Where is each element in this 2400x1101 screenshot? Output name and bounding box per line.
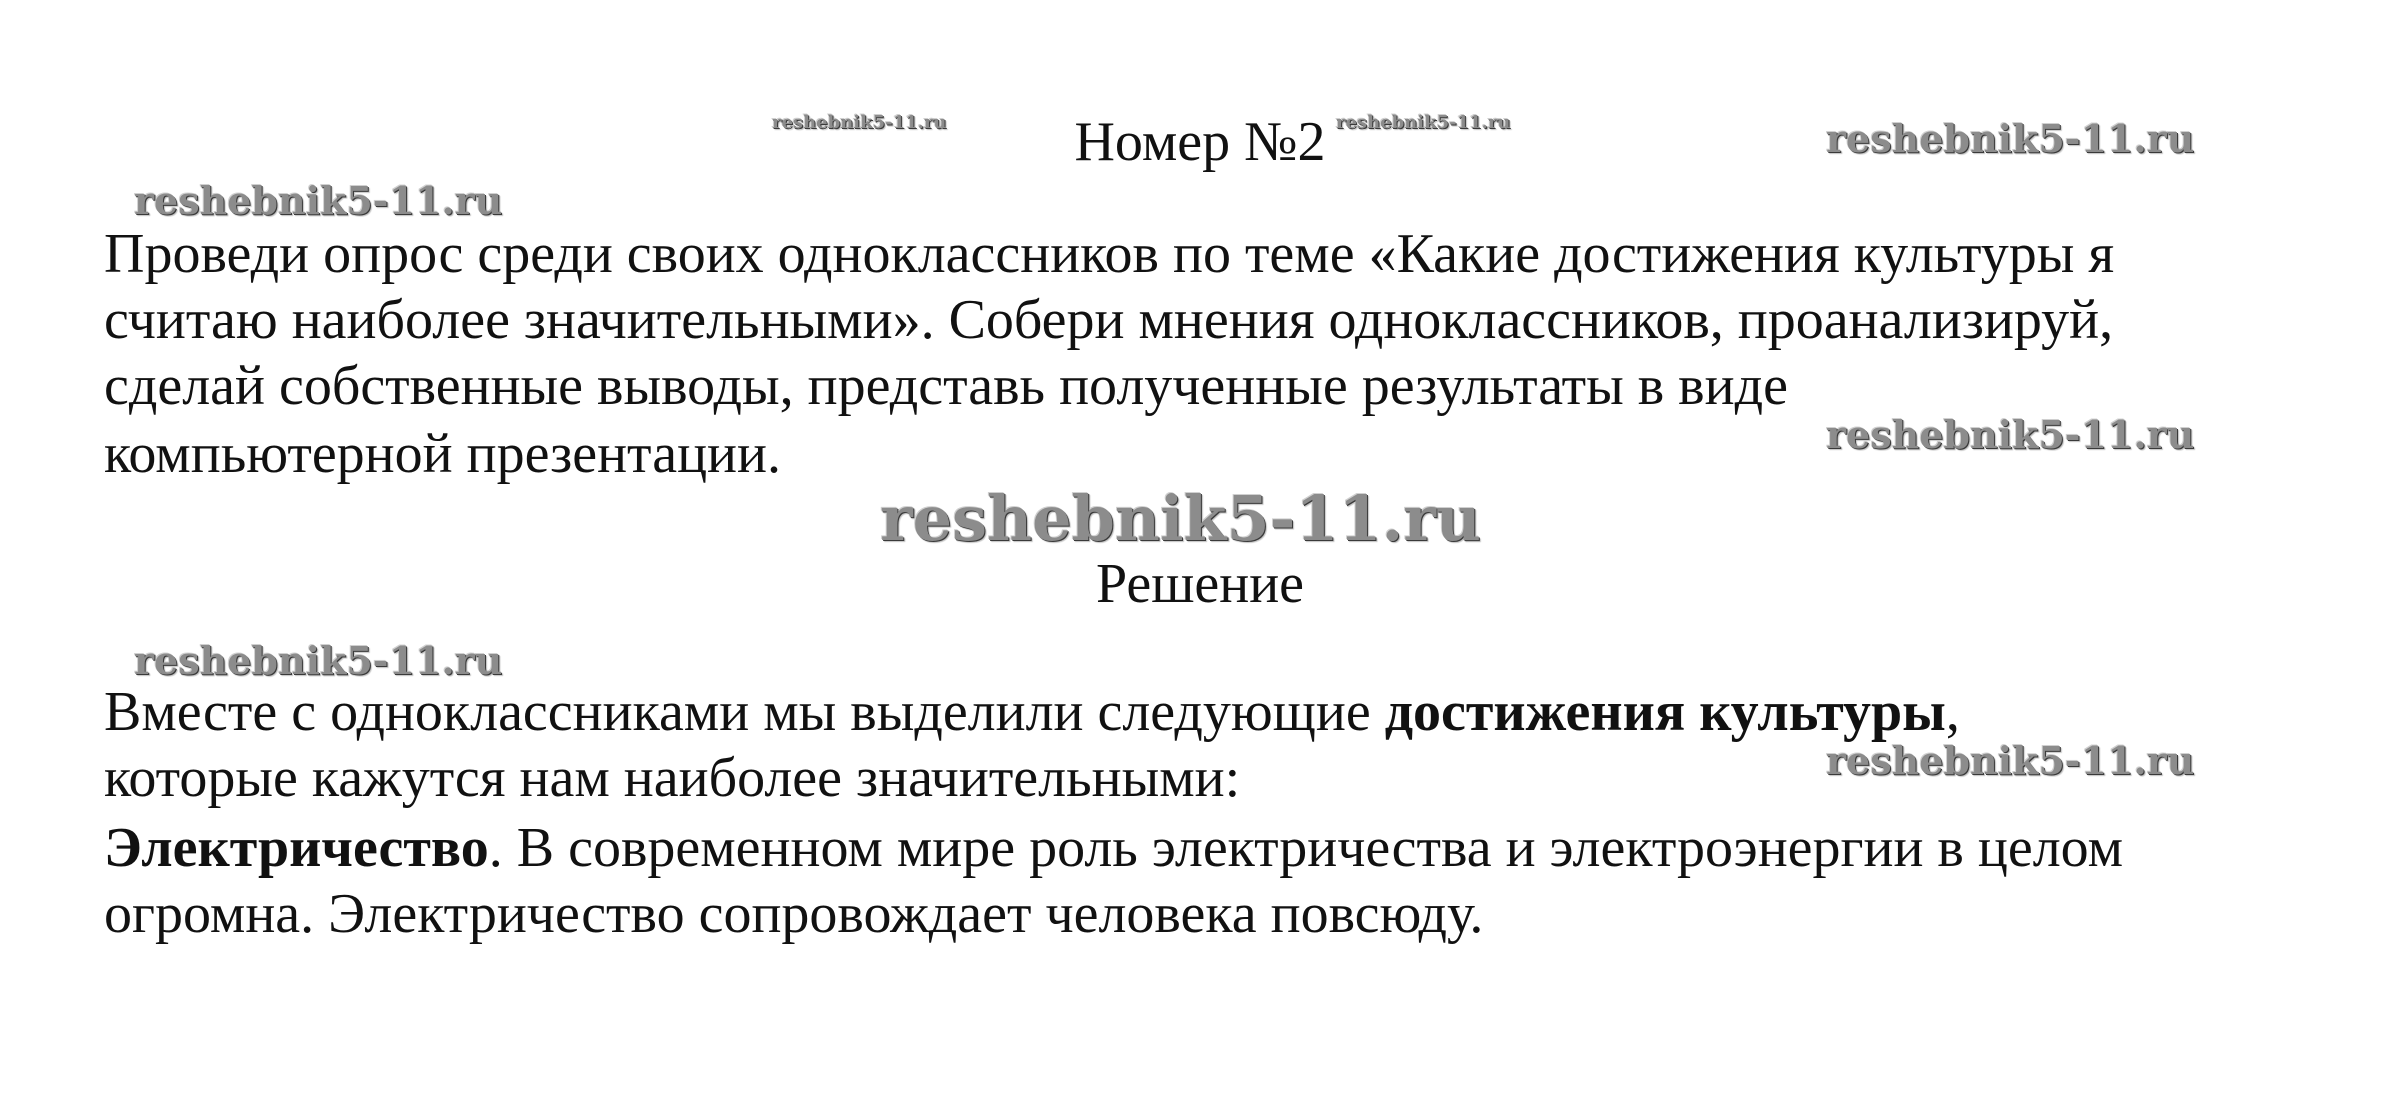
intro-bold-term: достижения культуры [1384,681,1946,743]
watermark: reshebnik5-11.ru [880,482,1481,555]
solution-item-line [104,817,2124,879]
intro-punct: , [1945,681,1960,743]
watermark: reshebnik5-11.ru [134,638,503,683]
solution-intro-line [104,681,1960,743]
item-text: . В современном мире роль электричества и электроэнергии в целом [488,817,2124,879]
watermark: reshebnik5-11.ru [772,112,947,133]
task-line: Проведи опрос среди своих одноклассников по теме «Какие достижения культуры я [104,223,2115,285]
task-line: сделай собственные выводы, представь полученные результаты в виде [104,355,1788,417]
watermark: reshebnik5-11.ru [134,178,503,223]
intro-text: Вместе с одноклассниками мы выделили следующие [104,681,1385,743]
watermark: reshebnik5-11.ru [1826,412,2195,457]
watermark: reshebnik5-11.ru [1336,112,1511,133]
page-title: Номер №2 [1074,111,1326,173]
solution-heading: Решение [1095,553,1305,615]
item-bold-term: Электричество [104,817,489,879]
solution-item-line: огромна. Электричество сопровождает человека повсюду. [104,883,1484,945]
watermark: reshebnik5-11.ru [1826,116,2195,161]
solution-intro-line: которые кажутся нам наиболее значительными: [104,747,1241,809]
watermark: reshebnik5-11.ru [1826,738,2195,783]
task-line: считаю наиболее значительными». Собери мнения одноклассников, проанализируй, [104,289,2114,351]
task-line: компьютерной презентации. [104,423,781,485]
